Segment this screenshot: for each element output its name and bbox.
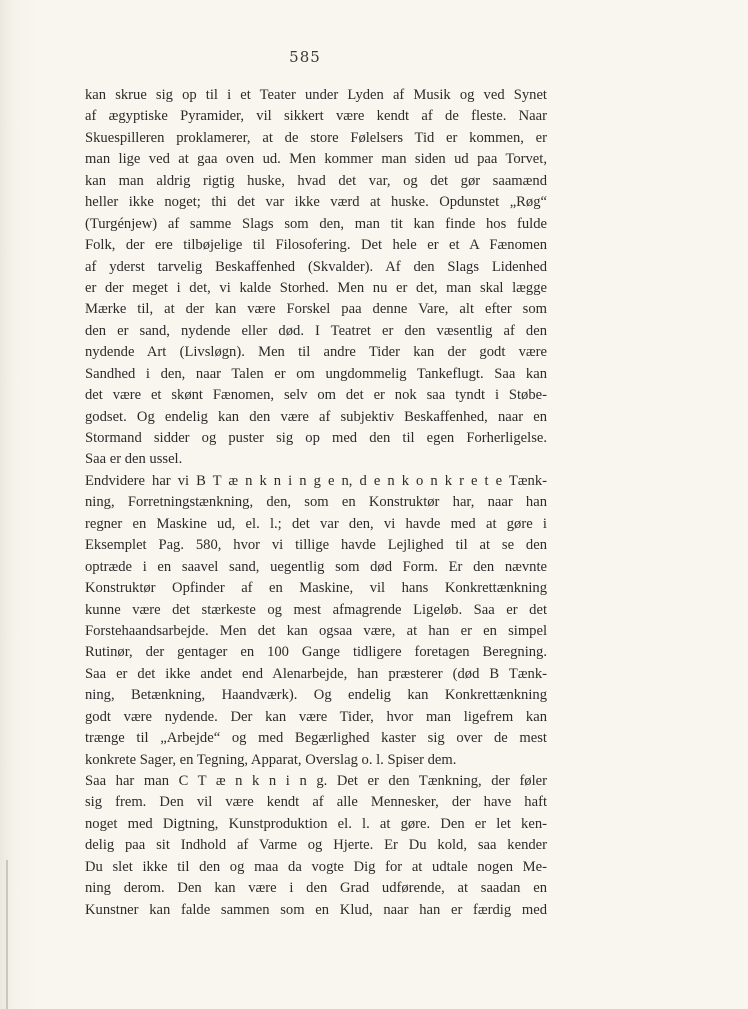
- text-line: heller ikke noget; thi det var ikke værd at huske. Opdunstet „Røg“: [85, 194, 547, 211]
- text-line: Stormand sidder og puster sig op med den til egen Forherligelse.: [85, 430, 547, 446]
- text-line: Forstehaandsarbejde. Men det kan ogsaa være, at han er en simpel: [85, 622, 547, 639]
- text-line: kan skrue sig op til i et Teater under Lyden af Musik og ved Synet: [85, 87, 547, 103]
- text-line: Eksemplet Pag. 580, hvor vi tillige havde Lejlighed til at se den: [85, 537, 547, 554]
- text-line: Skuespilleren proklamerer, at de store Følelsers Tid er kommen, er: [85, 129, 547, 146]
- text-line: Saa er den ussel.: [85, 451, 183, 468]
- text-line: Rutinør, der gentager en 100 Gange tidligere foretagen Beregning.: [85, 644, 547, 661]
- text-line: Folk, der ere tilbøjelige til Filosofering. Det hele er et A Fænomen: [85, 237, 547, 254]
- text-line: Mærke til, at der kan være Forskel paa denne Vare, alt efter som: [85, 301, 547, 318]
- text-line: trænge til „Arbejde“ og med Begærlighed kaster sig over de mest: [85, 730, 547, 747]
- text-line: sig frem. Den vil være kendt af alle Mennesker, der have haft: [85, 794, 547, 811]
- text-line: noget med Digtning, Kunstproduktion el. l. at gøre. Den er let ken-: [85, 815, 547, 832]
- text-line: nydende Art (Livsløgn). Men til andre Tider kan der godt være: [85, 344, 547, 361]
- text-line: Saa er det ikke andet end Alenarbejde, han præsterer (død B Tænk-: [85, 665, 547, 682]
- text-line: delig paa sit Indhold af Varme og Hjerte. Er Du kold, saa kender: [85, 837, 547, 854]
- page-number: 585: [289, 48, 321, 66]
- body-text: [85, 85, 547, 921]
- text-line: Du slet ikke til den og maa da vogte Dig for at udtale nogen Me-: [85, 858, 547, 875]
- text-line: ning, Betænkning, Haandværk). Og endelig kan Konkrettænkning: [85, 687, 547, 704]
- text-line: af yderst tarvelig Beskaffenhed (Skvalder). Af den Slags Lidenhed: [85, 258, 547, 275]
- text-line: Konstruktør Opfinder af en Maskine, vil hans Konkrettænkning: [85, 580, 547, 597]
- text-line: af ægyptiske Pyramider, vil sikkert være kendt af de fleste. Naar: [85, 108, 547, 125]
- text-line: Sandhed i den, naar Talen er om ungdommelig Tankeflugt. Saa kan: [85, 365, 547, 382]
- text-line: konkrete Sager, en Tegning, Apparat, Overslag o. l. Spiser dem.: [85, 751, 457, 768]
- page-edge-shadow: [6, 860, 8, 1009]
- text-line: er der meget i det, vi kalde Storhed. Men nu er det, man skal lægge: [85, 279, 547, 296]
- text-line: Kunstner kan falde sammen som en Klud, naar han er færdig med: [85, 901, 547, 918]
- text-line: optræde i en saavel sand, uegentlig som død Form. Er den nævnte: [85, 558, 547, 575]
- text-line: man lige ved at gaa oven ud. Men kommer man siden ud paa Torvet,: [85, 151, 547, 168]
- text-line: (Turgénjew) af samme Slags som den, man tit kan finde hos fulde: [85, 215, 547, 232]
- text-line: Saa har man C T æ n k n i n g. Det er den Tænkning, der føler: [85, 773, 547, 789]
- text-line: kan man aldrig rigtig huske, hvad det var, og det gør saamænd: [85, 172, 547, 189]
- text-line: Endvidere har vi B T æ n k n i n g e n, d e n k o n k r e t e Tænk-: [85, 472, 547, 489]
- text-line: godt være nydende. Der kan være Tider, hvor man ligefrem kan: [85, 708, 547, 725]
- text-line: det være et skønt Fænomen, selv om det er nok saa tyndt i Støbe-: [85, 387, 547, 404]
- text-line: regner en Maskine ud, el. l.; det var den, vi havde med at gøre i: [85, 515, 547, 532]
- text-line: den er sand, nydende eller død. I Teatret er den væsentlig af den: [85, 322, 547, 339]
- text-line: kunne være det stærkeste og mest afmagrende Ligeløb. Saa er det: [85, 601, 547, 618]
- text-line: ning derom. Den kan være i den Grad udførende, at saadan en: [85, 880, 547, 897]
- text-line: godset. Og endelig kan den være af subjektiv Beskaffenhed, naar en: [85, 408, 547, 425]
- text-line: ning, Forretningstænkning, den, som en Konstruktør har, naar han: [85, 494, 547, 511]
